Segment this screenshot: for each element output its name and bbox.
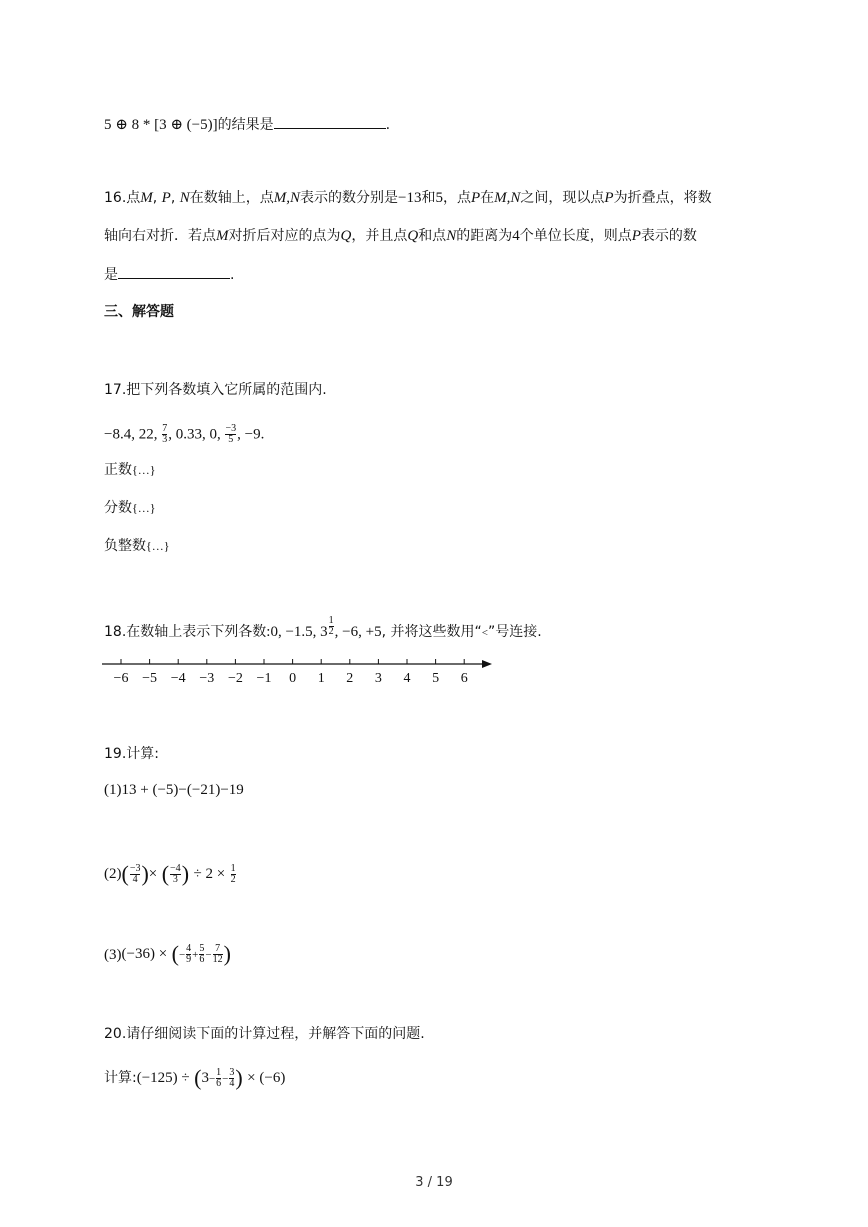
tick-label: −5 — [142, 671, 158, 686]
q20-title: 20.请仔细阅读下面的计算过程，并解答下面的问题. — [104, 1026, 425, 1042]
tick-label: 5 — [432, 671, 440, 686]
page-number: 3 / 19 — [415, 1175, 453, 1190]
fraction: $\frac{7}{3}$ — [162, 423, 168, 445]
category-negative-integer: 负整数{…} — [104, 538, 170, 554]
fraction: $\frac{1}{2}$ — [328, 615, 334, 637]
tick-label: −6 — [113, 671, 129, 686]
tick-label: −3 — [199, 671, 215, 686]
q20-calc: 计算:(−125) ÷ (3− $\frac{1}{6}$ − $\frac{3}{4}$ ) × (−6) — [104, 1065, 286, 1090]
q19-part3: (3)(−36) × (− $\frac{4}{9}$ + $\frac{5}{6}$ − $\frac{7}{12}$ ) — [104, 941, 231, 966]
q16-line-1: 16.点M, P, N在数轴上，点M,N表示的数分别是−13和5，点P在M,N之间，现以点P为折叠点，将数 — [104, 190, 712, 206]
answer-blank[interactable] — [118, 264, 230, 279]
tick-label: −1 — [256, 671, 272, 686]
category-fraction: 分数{…} — [104, 500, 156, 516]
tick-label: 2 — [346, 671, 354, 686]
q15-tail: 5 ⊕ 8 * [3 ⊕ (−5)]的结果是 . — [104, 114, 390, 135]
tick-label: −2 — [227, 671, 243, 686]
q15-text: 的结果是 — [217, 117, 274, 133]
arrow-right-icon — [482, 660, 492, 668]
category-positive: 正数{…} — [104, 462, 156, 478]
tick-label: 4 — [403, 671, 411, 686]
q16-line-2: 轴向右对折．若点M对折后对应的点为Q，并且点Q和点N的距离为4个单位长度，则点P表示的数 — [104, 228, 697, 244]
q19-part2: (2)( $\frac{-3}{4}$ )× ( $\frac{-4}{3}$ ) ÷ 2 × $\frac{1}{2}$ — [104, 861, 236, 886]
tick-label: 3 — [374, 671, 382, 686]
q18-title: 18.在数轴上表示下列各数:0, −1.5, 3 $\frac{1}{2}$ , −6, +5, 并将这些数用“<”号连接. — [104, 615, 542, 640]
q15-expression: 5 ⊕ 8 * [3 ⊕ (−5)] — [104, 117, 218, 133]
q17-title: 17.把下列各数填入它所属的范围内. — [104, 382, 327, 398]
q19-part1: (1)13 + (−5)−(−21)−19 — [104, 782, 244, 798]
q16-line-3: 是 . — [104, 264, 234, 285]
tick-label: 1 — [317, 671, 325, 686]
fraction: $\frac{-3}{5}$ — [225, 423, 237, 445]
answer-blank[interactable] — [274, 114, 386, 129]
number-line — [100, 654, 500, 690]
section-heading: 三、解答题 — [104, 304, 174, 320]
q17-numbers: −8.4, 22, $\frac{7}{3}$ , 0.33, 0, $\frac{-3}{5}$ , −9. — [104, 423, 265, 445]
q19-title: 19.计算: — [104, 746, 159, 762]
tick-label: −4 — [170, 671, 186, 686]
tick-label: 0 — [289, 671, 297, 686]
tick-label: 6 — [460, 671, 468, 686]
